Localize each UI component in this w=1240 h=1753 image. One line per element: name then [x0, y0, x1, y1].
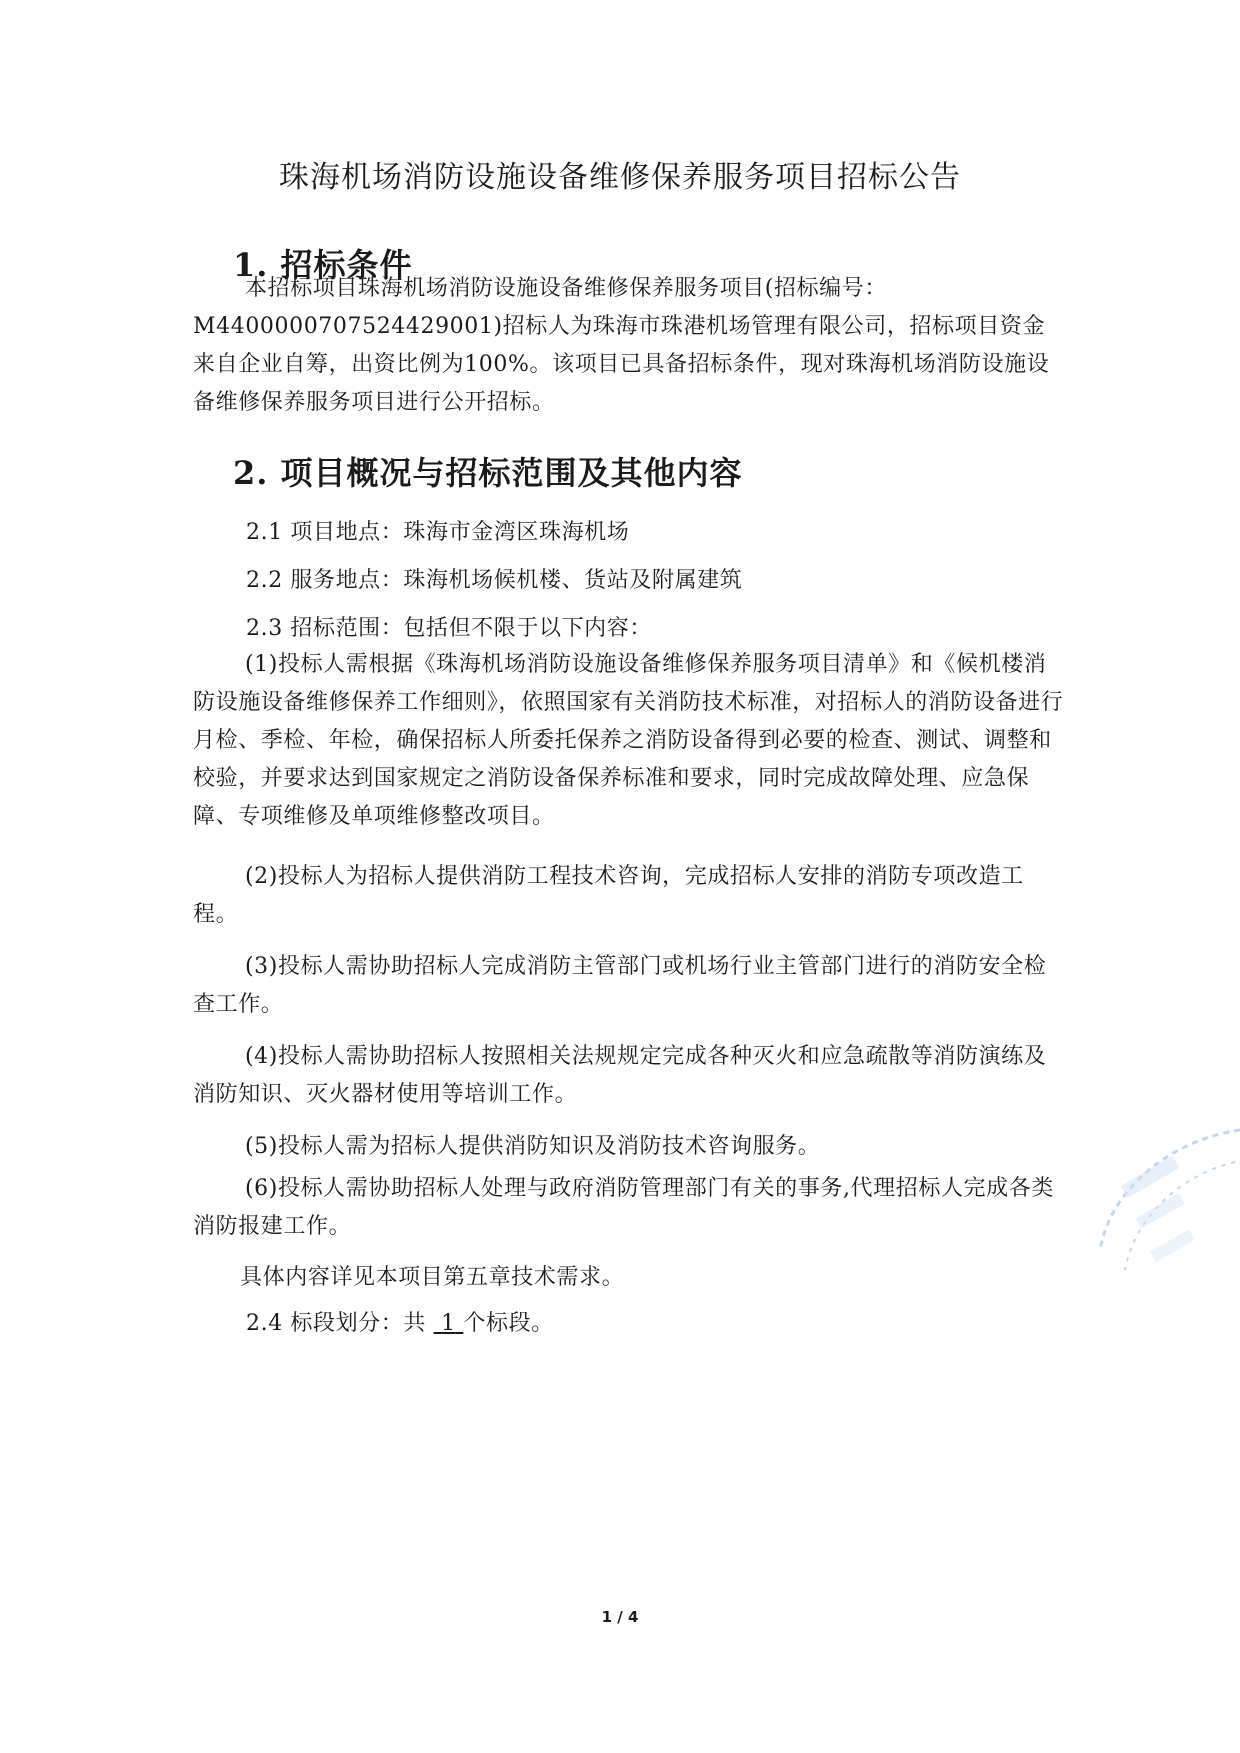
- section2-heading: 2. 项目概况与招标范围及其他内容: [233, 454, 743, 492]
- scope-item-6: (6)投标人需协助招标人处理与政府消防管理部门有关的事务,代理招标人完成各类消防报建工作。: [193, 1176, 1054, 1239]
- scope-item-4: (4)投标人需协助招标人按照相关法规规定完成各种灭火和应急疏散等消防演练及消防知识、灭火器材使用等培训工作。: [193, 1044, 1047, 1107]
- item-2-4-count: 1: [441, 1311, 456, 1336]
- document-title: 珠海机场消防设施设备维修保养服务项目招标公告: [279, 160, 961, 195]
- item-2-4-suffix: 个标段。: [463, 1311, 554, 1336]
- item-2-1: 2.1 项目地点：珠海市金湾区珠海机场: [246, 520, 630, 545]
- item-2-2: 2.2 服务地点：珠海机场候机楼、货站及附属建筑: [246, 568, 743, 593]
- item-2-3: 2.3 招标范围：包括但不限于以下内容：: [246, 616, 652, 641]
- scope-item-1: (1)投标人需根据《珠海机场消防设施设备维修保养服务项目清单》和《候机楼消防设施设备维修保养工作细则》，依照国家有关消防技术标准，对招标人的消防设备进行月检、季检、年检，确保招标人所委托保养之消防设备得到必要的检查、测试、调整和校验，并要求达到国家规定之消防设备保养标准和要求，同时完成故障处理、应急保障、专项维修及单项维修整改项目。: [193, 652, 1064, 829]
- item-2-4: [246, 1306, 554, 1337]
- section1-body: 本招标项目珠海机场消防设施设备维修保养服务项目(招标编号：M4400000707524429001)招标人为珠海市珠港机场管理有限公司，招标项目资金来自企业自筹，出资比例为100%。该项目已具备招标条件，现对珠海机场消防设施设备维修保养服务项目进行公开招标。: [193, 276, 1050, 415]
- page-number: 1 / 4: [601, 1608, 639, 1626]
- scope-item-2: (2)投标人为招标人提供消防工程技术咨询，完成招标人安排的消防专项改造工程。: [193, 864, 1024, 927]
- section1-heading: 1. 招标条件: [233, 246, 413, 284]
- scope-item-5: (5)投标人需为招标人提供消防知识及消防技术咨询服务。: [245, 1134, 821, 1159]
- detail-note: 具体内容详见本项目第五章技术需求。: [240, 1265, 625, 1290]
- scope-item-3: (3)投标人需协助招标人完成消防主管部门或机场行业主管部门进行的消防安全检查工作。: [193, 954, 1047, 1017]
- item-2-4-prefix: 2.4 标段划分：共: [246, 1311, 426, 1336]
- stamp-icon: [1090, 1120, 1240, 1320]
